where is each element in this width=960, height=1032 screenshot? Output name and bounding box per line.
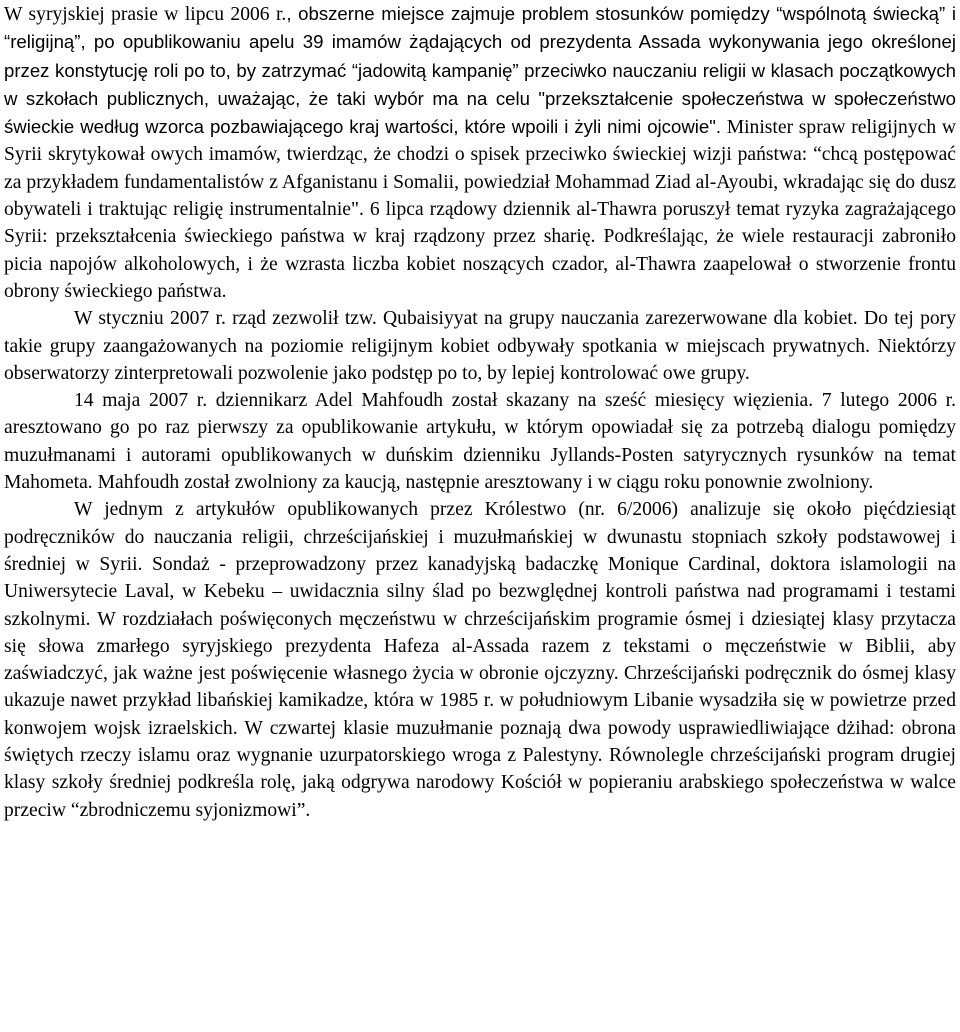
paragraph-textbooks-study [4,496,956,824]
paragraph-qubaisiyyat [4,305,956,387]
paragraph-text-segment: Minister spraw religijnych w Syrii skrytykował owych imamów, twierdząc, że chodzi o spisek przeciwko świeckiej wizji państwa: “chcą postępować za przykładem fundamentalistów z Afganistanu i Somalii, powiedział Mohammad Ziad al-Ayoubi, wkradając się do dusz obywateli i traktując religię instrumentalnie". 6 lipca rządowy dziennik al-Thawra poruszył temat ryzyka zagrażającego Syrii: przekształcenia świeckiego państwa w kraj rządzony przez sharię. Podkreślając, że wiele restauracji zabroniło picia napojów alkoholowych, i że wzrasta liczba kobiet noszących czador, al-Thawra zaapelował o stworzenie frontu obrony świeckiego państwa. [4,117,956,302]
paragraph-syrian-press [4,0,956,305]
paragraph-text-segment: , obszerne miejsce zajmuje problem stosunków pomiędzy “wspólnotą świecką” i “religijną”, po opublikowaniu apelu 39 imamów żądających od prezydenta Assada wykonywania jego określonej przez konstytucję roli po to, by zatrzymać “jadowitą kampanię” przeciwko nauczaniu religii w klasach początkowych w szkołach publicznych, uważając, że taki wybór ma na celu "przekształcenie społeczeństwa w społeczeństwo świeckie według wzorca pozbawiającego kraj wartości, które wpoili i żyli nimi ojcowie". [4,3,956,138]
paragraph-text-segment: W jednym z artykułów opublikowanych przez Królestwo (nr. 6/2006) analizuje się około pięćdziesiąt podręczników do nauczania religii, chrześcijańskiej i muzułmańskiej w dwunastu stopniach szkoły podstawowej i średniej w Syrii. Sondaż - przeprowadzony przez kanadyjską badaczkę Monique Cardinal, doktora islamologii na Uniwersytecie Laval, w Kebeku – uwidacznia silny ślad po bezwględnej kontroli państwa nad programami i testami szkolnymi. W rozdziałach poświęconych męczeństwu w chrześcijańskim programie ósmej i dziesiątej klasy przytacza się słowa zmarłego syryjskiego prezydenta Hafeza al-Assada razem z tekstami o męczeństwie w Biblii, aby zaświadczyć, jak ważne jest poświęcenie własnego życia w obronie ojczyzny. Chrześcijański podręcznik do ósmej klasy ukazuje nawet przykład libańskiej kamikadze, która w 1985 r. w południowym Libanie wysadziła się w powietrze przed konwojem wojsk izraelskich. W czwartej klasie muzułmanie poznają dwa powody usprawiedliwiające dżihad: obrona świętych rzeczy islamu oraz wygnanie uzurpatorskiego wroga z Palestyny. Równolegle chrześcijański program drugiej klasy szkoły średniej podkreśla rolę, jaką odgrywa narodowy Kościół w popieraniu arabskiego społeczeństwa w walce przeciw “zbrodniczemu syjonizmowi”. [4,499,956,821]
paragraph-text-segment: W styczniu 2007 r. rząd zezwolił tzw. Qubaisiyyat na grupy nauczania zarezerwowane dla kobiet. Do tej pory takie grupy zaangażowanych na poziomie religijnym kobiet odbywały spotkania w miejscach prywatnych. Niektórzy obserwatorzy zinterpretowali pozwolenie jako podstęp po to, by lepiej kontrolować owe grupy. [4,308,956,384]
paragraph-text-segment: W syryjskiej prasie w lipcu 2006 r. [4,4,287,25]
paragraph-adel-mahfoudh [4,387,956,496]
paragraph-text-segment: 14 maja 2007 r. dziennikarz Adel Mahfoudh został skazany na sześć miesięcy więzienia. 7 lutego 2006 r. aresztowano go po raz pierwszy za opublikowanie artykułu, w którym opowiadał się za potrzebą dialogu pomiędzy muzułmanami i autorami opublikowanych w duńskim dzienniku Jyllands-Posten satyrycznych rysunków na temat Mahometa. Mahfoudh został zwolniony za kaucją, następnie aresztowany i w ciągu roku ponownie zwolniony. [4,390,956,494]
